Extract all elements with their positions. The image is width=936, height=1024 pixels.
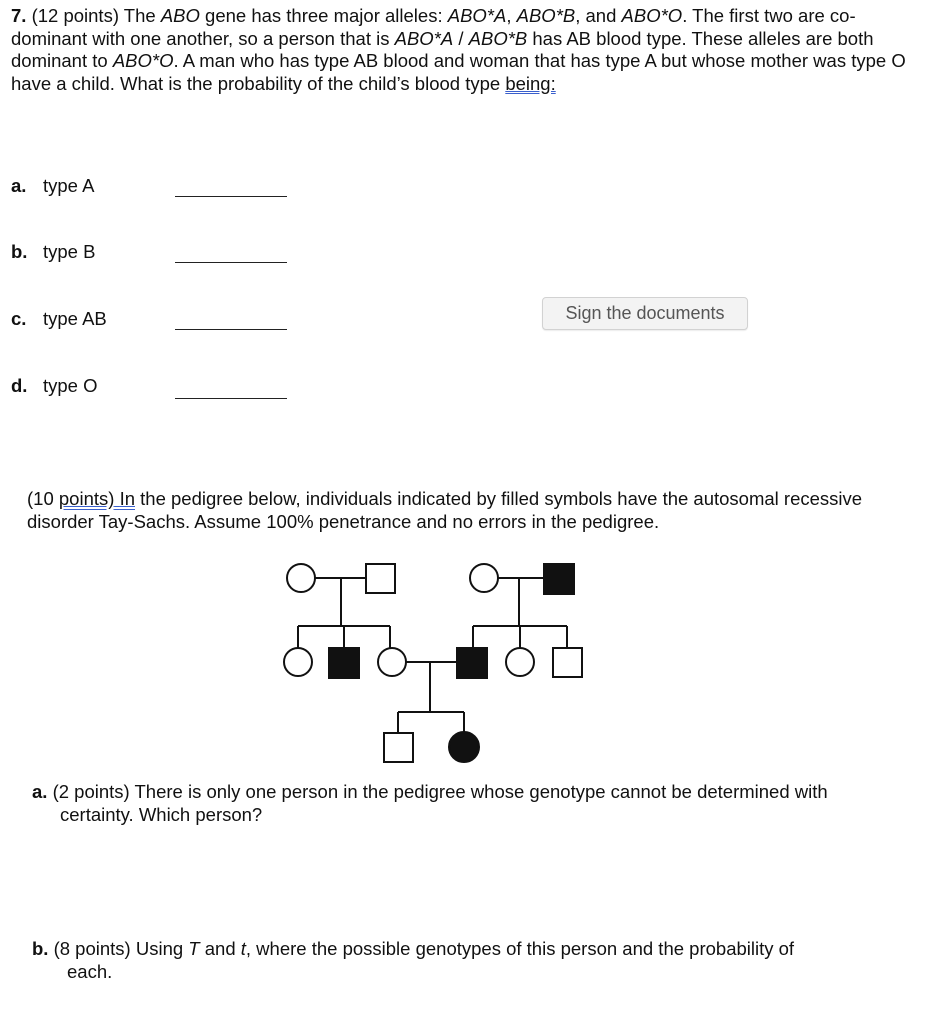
option-label: type B (43, 241, 96, 262)
male-affected (329, 648, 359, 678)
subquestion-letter: b. (32, 938, 49, 959)
option-c (11, 308, 107, 330)
spellcheck-word: being: (505, 72, 556, 94)
male-affected (544, 564, 574, 594)
option-d (11, 375, 98, 397)
sign-documents-button[interactable]: Sign the documents (542, 297, 748, 330)
male-unaffected (553, 648, 582, 677)
female-affected (449, 732, 479, 762)
allele-a: ABO*A (447, 5, 507, 26)
subquestion-text: (8 points) Using (48, 938, 189, 959)
answer-blank-d (175, 397, 287, 399)
pedigree-diagram (280, 560, 590, 770)
q7-text: has AB blood type. These alleles are both dominant to (11, 27, 874, 71)
option-letter: a. (11, 175, 27, 196)
spellcheck-word: In (119, 488, 135, 509)
allele-o: ABO*O (621, 5, 683, 26)
q7-text: , (506, 5, 517, 26)
female-unaffected (506, 648, 534, 676)
option-letter: d. (11, 375, 28, 396)
answer-blank-b (175, 261, 287, 263)
option-label: type AB (43, 308, 107, 329)
subquestion-text: (2 points) There is only one person in the pedigree whose genotype cannot be determined with (47, 781, 828, 802)
genotype-a: ABO*A (394, 27, 454, 49)
dominant-o: ABO*O (112, 50, 174, 71)
intro-text: (10 (27, 488, 59, 509)
answer-blank-a (175, 195, 287, 197)
question-number: 7. (11, 5, 27, 26)
subquestion-text: each. (67, 960, 113, 982)
q7-text: gene has three major alleles: (199, 5, 448, 26)
pedigree-intro (27, 488, 907, 533)
female-unaffected (470, 564, 498, 592)
genotype-b: ABO*B (468, 27, 528, 49)
option-b (11, 241, 95, 263)
question-7-text (11, 5, 911, 95)
subquestion-a (32, 781, 912, 826)
option-a (11, 175, 94, 197)
allele-b: ABO*B (516, 5, 576, 26)
option-letter: c. (11, 308, 27, 329)
male-affected (457, 648, 487, 678)
allele-recessive: t (240, 938, 246, 959)
male-unaffected (384, 733, 413, 762)
subquestion-text: certainty. Which person? (60, 803, 263, 825)
q7-text: (12 points) The (26, 5, 161, 26)
q7-text: . A man who has type AB blood and woman that has type A but whose mother was type O have a child. What is the probability of the child’s blood type (11, 50, 906, 94)
q7-text: , and (575, 5, 622, 26)
answer-blank-c (175, 328, 287, 330)
subquestion-text: , where the possible genotypes of this person and the probability of (245, 938, 795, 959)
spellcheck-word: points) (58, 488, 115, 509)
male-unaffected (366, 564, 395, 593)
option-label: type O (43, 375, 98, 396)
intro-text: the pedigree below, individuals indicated by filled symbols have the autosomal recessive disorder Tay-Sachs. Assume 100% penetrance and no errors in the pedigree. (27, 488, 863, 532)
female-unaffected (287, 564, 315, 592)
subquestion-b (32, 938, 912, 983)
option-label: type A (43, 175, 95, 196)
gene-name: ABO (160, 5, 200, 26)
subquestion-text: and (199, 938, 241, 959)
female-unaffected (284, 648, 312, 676)
allele-dominant: T (188, 938, 200, 959)
option-letter: b. (11, 241, 28, 262)
q7-text: . The first two are co-dominant with one another, so a person that is (11, 5, 856, 49)
subquestion-letter: a. (32, 781, 48, 802)
q7-text: / (453, 27, 469, 49)
female-unaffected (378, 648, 406, 676)
